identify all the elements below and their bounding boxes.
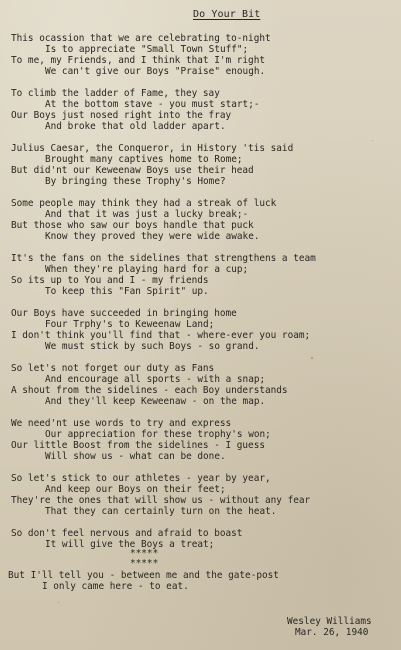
poem-line: And that it was just a lucky break;-: [45, 209, 249, 220]
poem-line: It's the fans on the sidelines that strengthens a team: [11, 253, 316, 264]
poem-line: And they'll keep Keweenaw - on the map.: [45, 396, 266, 407]
poem-line: We need'nt use words to try and express: [11, 418, 232, 429]
paper-speck: [58, 602, 59, 603]
poem-line: It will give the Boys a treat;: [45, 539, 215, 550]
poem-line: But I'll tell you - between me and the gate-post: [8, 570, 279, 581]
poem-line: Our appreciation for these trophy's won;: [45, 429, 271, 440]
poem-line: But those who saw our boys handle that puck: [11, 220, 254, 231]
poem-line: So don't feel nervous and afraid to boast: [11, 528, 243, 539]
poem-line: That they can certainly turn on the heat.: [45, 506, 277, 517]
poem-line: And encourage all sports - with a snap;: [45, 374, 266, 385]
poem-line: And keep our Boys on their feet;: [45, 484, 226, 495]
poem-line: To keep this "Fan Spirit" up.: [45, 286, 209, 297]
separator-stars: *****: [130, 558, 159, 569]
poem-line: Know they proved they were wide awake.: [45, 231, 260, 242]
poem-line: So let's stick to our athletes - year by year,: [11, 473, 271, 484]
poem-line: A shout from the sidelines - each Boy understands: [11, 385, 288, 396]
poem-line: To climb the ladder of Fame, they say: [11, 88, 220, 99]
poem-line: So let's not forget our duty as Fans: [11, 363, 215, 374]
poem-line: By bringing these Trophy's Home?: [45, 176, 226, 187]
poem-line: And broke that old ladder apart.: [45, 121, 226, 132]
poem-line: Our Boys just nosed right into the fray: [11, 110, 232, 121]
poem-line: So its up to You and I - my friends: [11, 275, 209, 286]
paper-speck: [311, 357, 313, 359]
poem-line: I only came here - to eat.: [42, 581, 189, 592]
poem-line: But did'nt our Keweenaw Boys use their head: [11, 165, 254, 176]
poem-line: We must stick by such Boys - so grand.: [45, 341, 260, 352]
poem-line: Some people may think they had a streak of luck: [11, 198, 277, 209]
poem-title: Do Your Bit: [193, 9, 261, 20]
poem-line: At the bottom stave - you must start;-: [45, 99, 260, 110]
poem-line: Our Boys have succeeded in bringing home: [11, 308, 237, 319]
poem-line: I don't think you'll find that - where-ever you roam;: [11, 330, 311, 341]
poem-line: This ocassion that we are celebrating to-night: [11, 33, 271, 44]
poem-line: Is to appreciate "Small Town Stuff";: [45, 44, 249, 55]
signature-name: Wesley Williams: [287, 616, 372, 627]
poem-line: They're the ones that will show us - without any fear: [11, 495, 311, 506]
poem-line: Will show us - what can be done.: [45, 451, 226, 462]
poem-line: Our little Boost from the sidelines - I guess: [11, 440, 265, 451]
poem-line: We can't give our Boys "Praise" enough.: [45, 66, 266, 77]
separator-stars: *****: [130, 548, 159, 559]
poem-line: Brought many captives home to Rome;: [45, 154, 243, 165]
poem-line: Four Trphy's to Keweenaw Land;: [45, 319, 215, 330]
paper-speck: [372, 140, 373, 141]
poem-line: Julius Caesar, the Conqueror, in History 'tis said: [11, 143, 294, 154]
poem-line: When they're playing hard for a cup;: [45, 264, 249, 275]
poem-line: To me, my Friends, and I think that I'm right: [11, 55, 265, 66]
signature-date: Mar. 26, 1940: [295, 627, 369, 638]
